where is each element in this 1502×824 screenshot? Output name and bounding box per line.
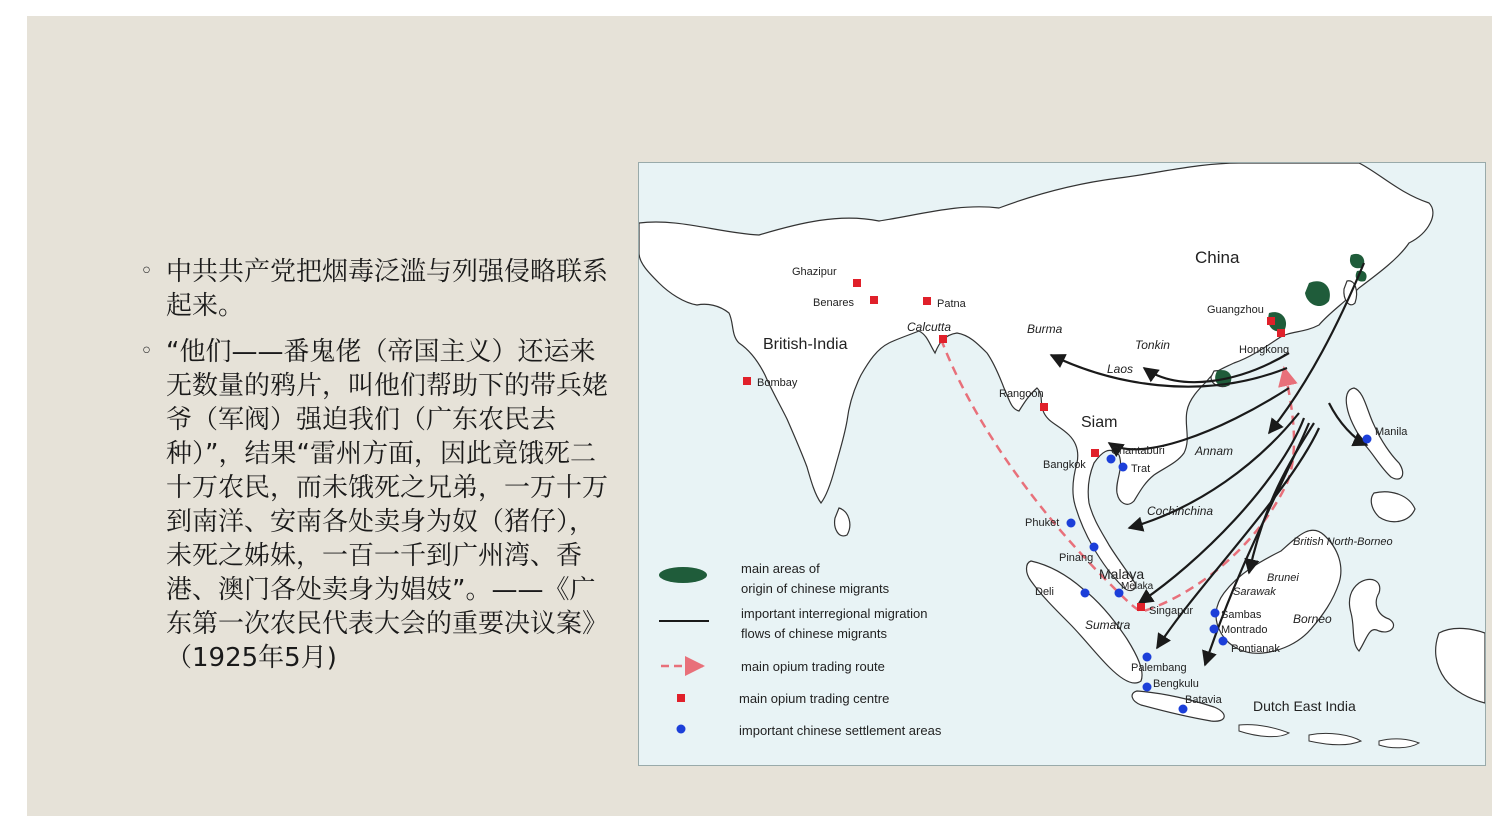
bullet-circle-icon: ◦ xyxy=(140,339,153,364)
label-guangzhou: Guangzhou xyxy=(1207,304,1264,316)
label-bangkok: Bangkok xyxy=(1043,459,1086,471)
label-melaka: Melaka xyxy=(1121,581,1154,592)
label-trat: Trat xyxy=(1131,463,1151,475)
label-batavia: Batavia xyxy=(1185,694,1222,706)
label-bombay: Bombay xyxy=(757,377,798,389)
label-sarawak: Sarawak xyxy=(1233,586,1276,598)
legend-settlement-text: important chinese settlement areas xyxy=(739,723,942,738)
label-phuket: Phuket xyxy=(1025,517,1060,529)
label-chantaburi: Chantaburi xyxy=(1111,445,1165,457)
label-brunei: Brunei xyxy=(1267,572,1299,584)
label-british-india: British-India xyxy=(763,336,848,353)
label-singapur: Singapur xyxy=(1149,605,1194,617)
legend-origin-text: main areas of origin of chinese migrants xyxy=(741,561,890,596)
bullet-list xyxy=(138,255,608,687)
label-siam: Siam xyxy=(1081,414,1118,431)
label-pinang: Pinang xyxy=(1059,552,1094,564)
label-borneo: Borneo xyxy=(1293,612,1332,626)
label-hongkong: Hongkong xyxy=(1239,344,1290,356)
label-china: China xyxy=(1195,248,1240,267)
label-palembang: Palembang xyxy=(1131,662,1187,674)
mindanao-island xyxy=(1371,492,1415,522)
map-legend xyxy=(659,561,942,738)
label-calcutta: Calcutta xyxy=(907,320,952,334)
legend-flow-text: important interregional migration flows of chinese migrants xyxy=(741,606,928,641)
label-dutch-east-india: Dutch East India xyxy=(1253,698,1356,714)
legend-origin-swatch xyxy=(659,567,707,583)
label-cochinchina: Cochinchina xyxy=(1147,504,1214,518)
sunda-islands xyxy=(1239,725,1419,748)
label-laos: Laos xyxy=(1107,362,1134,376)
bullet-text-2: “他们——番鬼佬（帝国主义）还运来无数量的鸦片，叫他们帮助下的带兵姥爷（军阀）强迫我们（广东农民去种）”，结果“雷州方面，因此竟饿死二十万农民，而未饿死之兄弟，一万十万到南洋、安南各处卖身为奴（猪仔），未死之姊妹，一百一千到广州湾、香港、澳门各处卖身为娼妓”。——《广东第一次农民代表大会的重要决议案》（1925年5月) xyxy=(166,337,609,673)
map-svg xyxy=(639,163,1485,765)
label-british-north-borneo: British North-Borneo xyxy=(1293,536,1393,548)
label-manila: Manila xyxy=(1375,426,1408,438)
label-patna: Patna xyxy=(937,298,966,310)
sri-lanka-island xyxy=(835,508,850,536)
migration-opium-map xyxy=(638,162,1486,766)
label-malaya: Malaya xyxy=(1099,566,1145,582)
label-deli: Deli xyxy=(1035,586,1054,598)
sulawesi-island xyxy=(1349,579,1393,651)
bullet-text-1: 中共共产党把烟毒泛滥与列强侵略联系起来。 xyxy=(166,257,609,321)
label-sumatra: Sumatra xyxy=(1085,618,1131,632)
label-rangoon: Rangoon xyxy=(999,388,1044,400)
label-tonkin: Tonkin xyxy=(1135,338,1170,352)
legend-centre-swatch xyxy=(677,694,685,702)
legend-route-text: main opium trading route xyxy=(741,659,885,674)
legend-settlement-swatch xyxy=(677,725,686,734)
label-annam: Annam xyxy=(1195,444,1234,458)
legend-centre-text: main opium trading centre xyxy=(739,691,890,706)
label-sambas: Sambas xyxy=(1221,609,1262,621)
label-montrado: Montrado xyxy=(1221,624,1268,636)
label-burma: Burma xyxy=(1027,322,1063,336)
bullet-circle-icon: ◦ xyxy=(140,259,153,284)
label-pontianak: Pontianak xyxy=(1231,643,1280,655)
label-benares: Benares xyxy=(813,297,854,309)
bullet-item-2 xyxy=(138,335,608,675)
label-bengkulu: Bengkulu xyxy=(1153,678,1199,690)
new-guinea-edge xyxy=(1436,628,1485,703)
label-ghazipur: Ghazipur xyxy=(792,266,837,278)
bullet-item-1 xyxy=(138,255,608,323)
